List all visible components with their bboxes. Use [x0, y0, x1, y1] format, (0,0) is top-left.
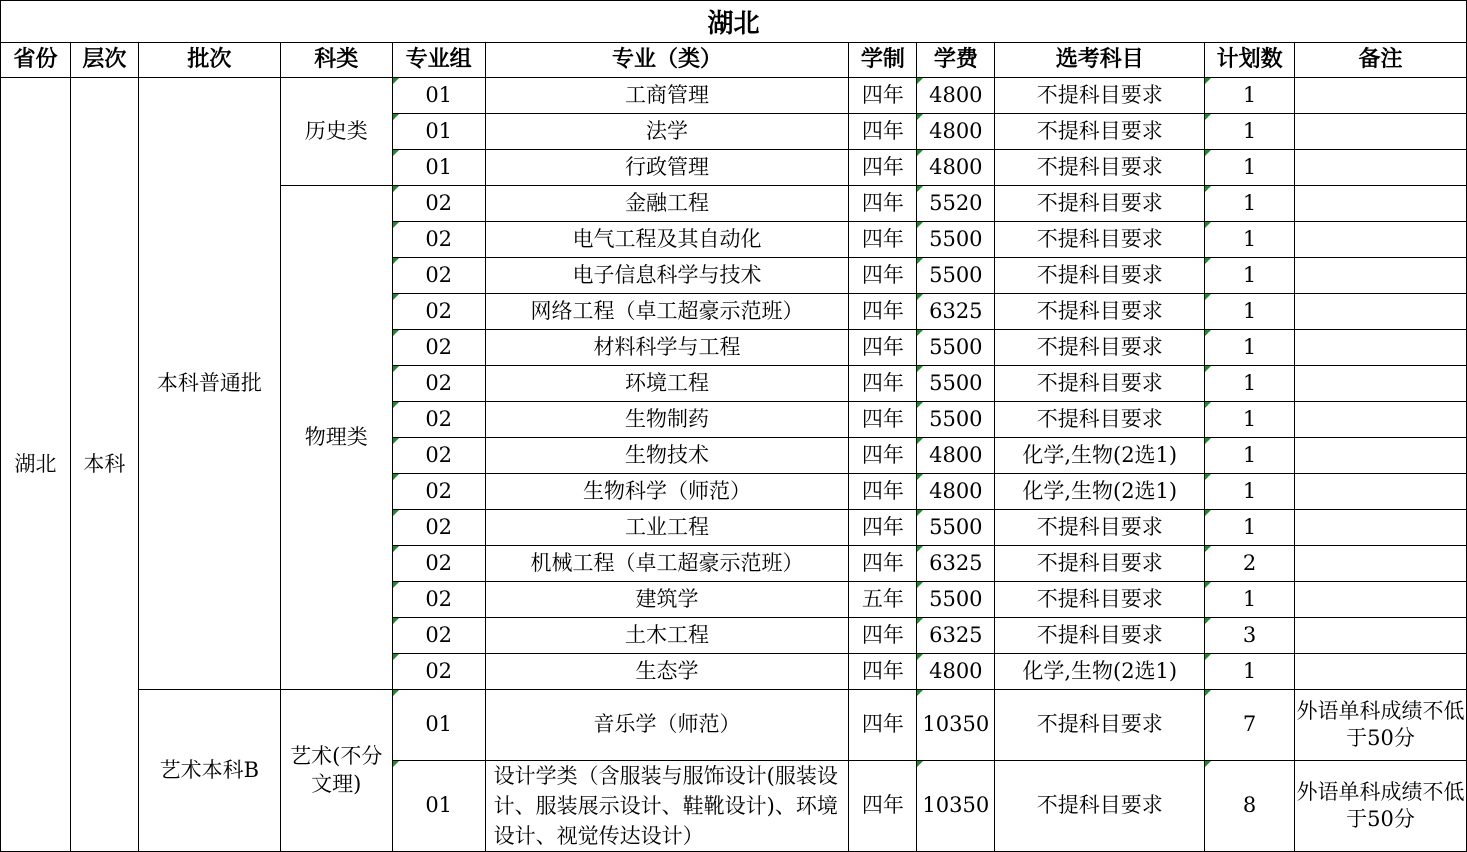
subjects-cell: 不提科目要求 [995, 150, 1205, 186]
plan-cell: 8 [1205, 761, 1295, 852]
subjects-cell: 不提科目要求 [995, 78, 1205, 114]
years-cell: 四年 [849, 366, 917, 402]
plan-cell: 2 [1205, 546, 1295, 582]
category-cell: 艺术(不分文理) [280, 690, 392, 852]
plan-cell: 1 [1205, 186, 1295, 222]
plan-cell: 1 [1205, 294, 1295, 330]
note-cell [1295, 222, 1467, 258]
years-cell: 四年 [849, 761, 917, 852]
note-cell [1295, 546, 1467, 582]
plan-cell: 1 [1205, 330, 1295, 366]
group-cell: 01 [392, 690, 485, 761]
fee-cell: 10350 [917, 761, 995, 852]
major-cell: 生物制药 [485, 402, 849, 438]
years-cell: 四年 [849, 294, 917, 330]
group-cell: 02 [392, 330, 485, 366]
subjects-cell: 不提科目要求 [995, 510, 1205, 546]
fee-cell: 6325 [917, 546, 995, 582]
plan-cell: 1 [1205, 222, 1295, 258]
header-cell: 学费 [917, 43, 995, 78]
major-cell: 建筑学 [485, 582, 849, 618]
category-cell: 历史类 [280, 78, 392, 186]
years-cell: 四年 [849, 510, 917, 546]
note-cell [1295, 618, 1467, 654]
group-cell: 02 [392, 294, 485, 330]
subjects-cell: 化学,生物(2选1) [995, 438, 1205, 474]
plan-cell: 1 [1205, 582, 1295, 618]
years-cell: 四年 [849, 150, 917, 186]
note-cell [1295, 114, 1467, 150]
plan-cell: 1 [1205, 654, 1295, 690]
major-cell: 电子信息科学与技术 [485, 258, 849, 294]
years-cell: 四年 [849, 618, 917, 654]
plan-cell: 1 [1205, 438, 1295, 474]
fee-cell: 5520 [917, 186, 995, 222]
subjects-cell: 化学,生物(2选1) [995, 474, 1205, 510]
province-cell: 湖北 [1, 78, 71, 852]
group-cell: 02 [392, 474, 485, 510]
note-cell [1295, 366, 1467, 402]
major-cell: 音乐学（师范） [485, 690, 849, 761]
major-cell: 生态学 [485, 654, 849, 690]
subjects-cell: 不提科目要求 [995, 294, 1205, 330]
subjects-cell: 不提科目要求 [995, 402, 1205, 438]
major-cell: 法学 [485, 114, 849, 150]
group-cell: 02 [392, 654, 485, 690]
fee-cell: 5500 [917, 258, 995, 294]
group-cell: 02 [392, 402, 485, 438]
group-cell: 02 [392, 510, 485, 546]
note-cell [1295, 186, 1467, 222]
years-cell: 四年 [849, 546, 917, 582]
plan-cell: 1 [1205, 258, 1295, 294]
fee-cell: 4800 [917, 114, 995, 150]
header-cell: 批次 [138, 43, 280, 78]
fee-cell: 5500 [917, 582, 995, 618]
group-cell: 02 [392, 366, 485, 402]
major-cell: 土木工程 [485, 618, 849, 654]
note-cell [1295, 402, 1467, 438]
batch-cell: 艺术本科B [138, 690, 280, 852]
years-cell: 四年 [849, 258, 917, 294]
header-cell: 省份 [1, 43, 71, 78]
years-cell: 四年 [849, 222, 917, 258]
note-cell [1295, 654, 1467, 690]
subjects-cell: 不提科目要求 [995, 690, 1205, 761]
group-cell: 02 [392, 222, 485, 258]
fee-cell: 10350 [917, 690, 995, 761]
major-cell: 工业工程 [485, 510, 849, 546]
admission-plan-table [0, 42, 1467, 852]
years-cell: 四年 [849, 78, 917, 114]
subjects-cell: 不提科目要求 [995, 546, 1205, 582]
header-cell: 层次 [70, 43, 138, 78]
fee-cell: 4800 [917, 150, 995, 186]
subjects-cell: 不提科目要求 [995, 618, 1205, 654]
level-cell: 本科 [70, 78, 138, 852]
group-cell: 01 [392, 150, 485, 186]
group-cell: 02 [392, 618, 485, 654]
major-cell: 电气工程及其自动化 [485, 222, 849, 258]
plan-cell: 1 [1205, 510, 1295, 546]
header-cell: 专业组 [392, 43, 485, 78]
years-cell: 四年 [849, 438, 917, 474]
note-cell [1295, 474, 1467, 510]
group-cell: 02 [392, 546, 485, 582]
major-cell: 材料科学与工程 [485, 330, 849, 366]
years-cell: 四年 [849, 186, 917, 222]
group-cell: 01 [392, 78, 485, 114]
years-cell: 四年 [849, 114, 917, 150]
major-cell: 金融工程 [485, 186, 849, 222]
plan-cell: 1 [1205, 366, 1295, 402]
years-cell: 五年 [849, 582, 917, 618]
header-cell: 科类 [280, 43, 392, 78]
major-cell: 生物技术 [485, 438, 849, 474]
subjects-cell: 不提科目要求 [995, 222, 1205, 258]
years-cell: 四年 [849, 654, 917, 690]
note-cell [1295, 150, 1467, 186]
major-cell: 工商管理 [485, 78, 849, 114]
fee-cell: 5500 [917, 402, 995, 438]
major-cell: 行政管理 [485, 150, 849, 186]
plan-cell: 1 [1205, 474, 1295, 510]
group-cell: 02 [392, 258, 485, 294]
group-cell: 02 [392, 186, 485, 222]
plan-cell: 1 [1205, 402, 1295, 438]
fee-cell: 4800 [917, 474, 995, 510]
major-cell: 生物科学（师范） [485, 474, 849, 510]
fee-cell: 5500 [917, 510, 995, 546]
header-cell: 备注 [1295, 43, 1467, 78]
years-cell: 四年 [849, 402, 917, 438]
sheet-title: 湖北 [0, 0, 1467, 42]
plan-cell: 1 [1205, 150, 1295, 186]
subjects-cell: 化学,生物(2选1) [995, 654, 1205, 690]
note-cell [1295, 582, 1467, 618]
group-cell: 01 [392, 114, 485, 150]
years-cell: 四年 [849, 690, 917, 761]
plan-cell: 7 [1205, 690, 1295, 761]
subjects-cell: 不提科目要求 [995, 330, 1205, 366]
subjects-cell: 不提科目要求 [995, 114, 1205, 150]
note-cell: 外语单科成绩不低于50分 [1295, 761, 1467, 852]
plan-cell: 3 [1205, 618, 1295, 654]
header-row [1, 43, 1467, 78]
fee-cell: 5500 [917, 366, 995, 402]
subjects-cell: 不提科目要求 [995, 582, 1205, 618]
note-cell [1295, 330, 1467, 366]
major-cell: 环境工程 [485, 366, 849, 402]
subjects-cell: 不提科目要求 [995, 366, 1205, 402]
header-cell: 学制 [849, 43, 917, 78]
major-cell: 网络工程（卓工超豪示范班） [485, 294, 849, 330]
years-cell: 四年 [849, 474, 917, 510]
header-cell: 选考科目 [995, 43, 1205, 78]
note-cell [1295, 294, 1467, 330]
subjects-cell: 不提科目要求 [995, 258, 1205, 294]
fee-cell: 4800 [917, 654, 995, 690]
note-cell: 外语单科成绩不低于50分 [1295, 690, 1467, 761]
batch-cell: 本科普通批 [138, 78, 280, 690]
table-row [1, 690, 1467, 761]
group-cell: 01 [392, 761, 485, 852]
group-cell: 02 [392, 438, 485, 474]
fee-cell: 4800 [917, 78, 995, 114]
group-cell: 02 [392, 582, 485, 618]
major-cell: 机械工程（卓工超豪示范班） [485, 546, 849, 582]
subjects-cell: 不提科目要求 [995, 761, 1205, 852]
header-cell: 专业（类） [485, 43, 849, 78]
note-cell [1295, 510, 1467, 546]
note-cell [1295, 258, 1467, 294]
fee-cell: 4800 [917, 438, 995, 474]
header-cell: 计划数 [1205, 43, 1295, 78]
note-cell [1295, 78, 1467, 114]
fee-cell: 6325 [917, 294, 995, 330]
fee-cell: 5500 [917, 330, 995, 366]
plan-cell: 1 [1205, 114, 1295, 150]
category-cell: 物理类 [280, 186, 392, 690]
fee-cell: 6325 [917, 618, 995, 654]
table-row [1, 78, 1467, 114]
fee-cell: 5500 [917, 222, 995, 258]
subjects-cell: 不提科目要求 [995, 186, 1205, 222]
plan-cell: 1 [1205, 78, 1295, 114]
years-cell: 四年 [849, 330, 917, 366]
major-cell: 设计学类（含服装与服饰设计(服装设计、服装展示设计、鞋靴设计)、环境设计、视觉传达设计） [485, 761, 849, 852]
note-cell [1295, 438, 1467, 474]
